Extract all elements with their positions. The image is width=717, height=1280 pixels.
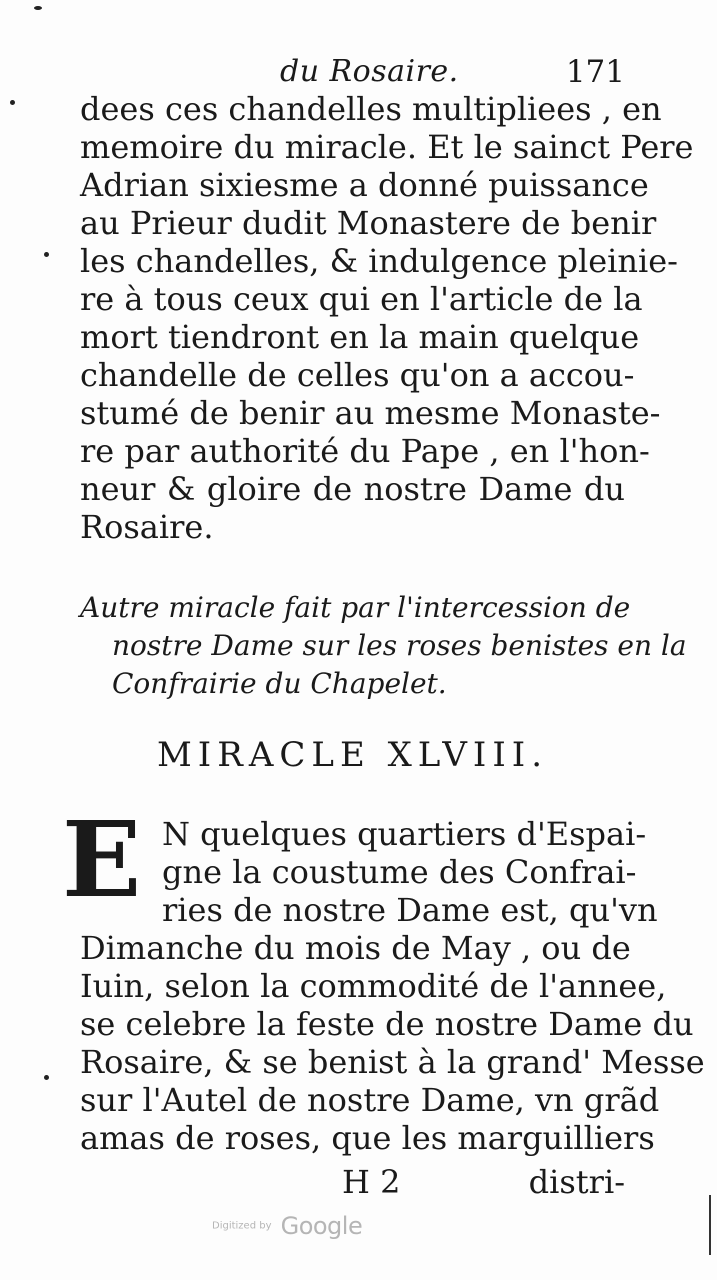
caption-line: Autre miracle fait par l'intercession de (80, 591, 631, 624)
ink-speck (44, 252, 49, 257)
body-line: dees ces chandelles multipliees , en (80, 90, 662, 128)
body-line: au Prieur dudit Monastere de benir (80, 204, 657, 242)
body-line: Adrian sixiesme a donné puissance (80, 166, 649, 204)
body-line: les chandelles, & indulgence pleinie- (80, 242, 678, 280)
ink-speck (34, 6, 42, 10)
chapter-heading: MIRACLE XLVIII. (156, 735, 549, 775)
caption-line: nostre Dame sur les roses benistes en la (112, 629, 687, 662)
paragraph-line: Rosaire, & se benist à la grand' Messe (80, 1043, 705, 1081)
catchword: distri- (528, 1163, 625, 1201)
page-number: 171 (565, 54, 625, 90)
paragraph-line: sur l'Autel de nostre Dame, vn grãd (80, 1081, 660, 1119)
digitization-watermark (212, 1212, 362, 1240)
body-line: chandelle de celles qu'on a accou- (80, 356, 635, 394)
ink-speck (44, 1075, 49, 1080)
page-footer (80, 1163, 625, 1201)
scan-edge-mark (709, 1195, 711, 1255)
signature-mark: H 2 (342, 1163, 401, 1201)
running-head: du Rosaire. (280, 54, 459, 89)
paragraph-line: N quelques quartiers d'Espai- (162, 815, 647, 853)
watermark-caption: Digitized by (212, 1220, 272, 1232)
google-logo: Google (280, 1212, 363, 1240)
paragraph-line: gne la coustume des Confrai- (162, 853, 637, 891)
body-line: re à tous ceux qui en l'article de la (80, 280, 643, 318)
paragraph-line: ries de nostre Dame est, qu'vn (162, 891, 658, 929)
body-line: neur & gloire de nostre Dame du (80, 470, 625, 508)
paragraph-line: se celebre la feste de nostre Dame du (80, 1005, 694, 1043)
body-line: mort tiendront en la main quelque (80, 318, 640, 356)
body-line: Rosaire. (80, 508, 214, 546)
body-line: re par authorité du Pape , en l'hon- (80, 432, 650, 470)
body-line: memoire du miracle. Et le sainct Pere (80, 128, 694, 166)
ink-speck (10, 100, 15, 105)
paragraph-line: Iuin, selon la commodité de l'annee, (80, 967, 667, 1005)
paragraph-line: amas de roses, que les marguilliers (80, 1119, 655, 1157)
drop-capital: E (62, 798, 142, 921)
caption-line: Confrairie du Chapelet. (112, 667, 447, 700)
body-line: stumé de benir au mesme Monaste- (80, 394, 661, 432)
paragraph-line: Dimanche du mois de May , ou de (80, 929, 631, 967)
